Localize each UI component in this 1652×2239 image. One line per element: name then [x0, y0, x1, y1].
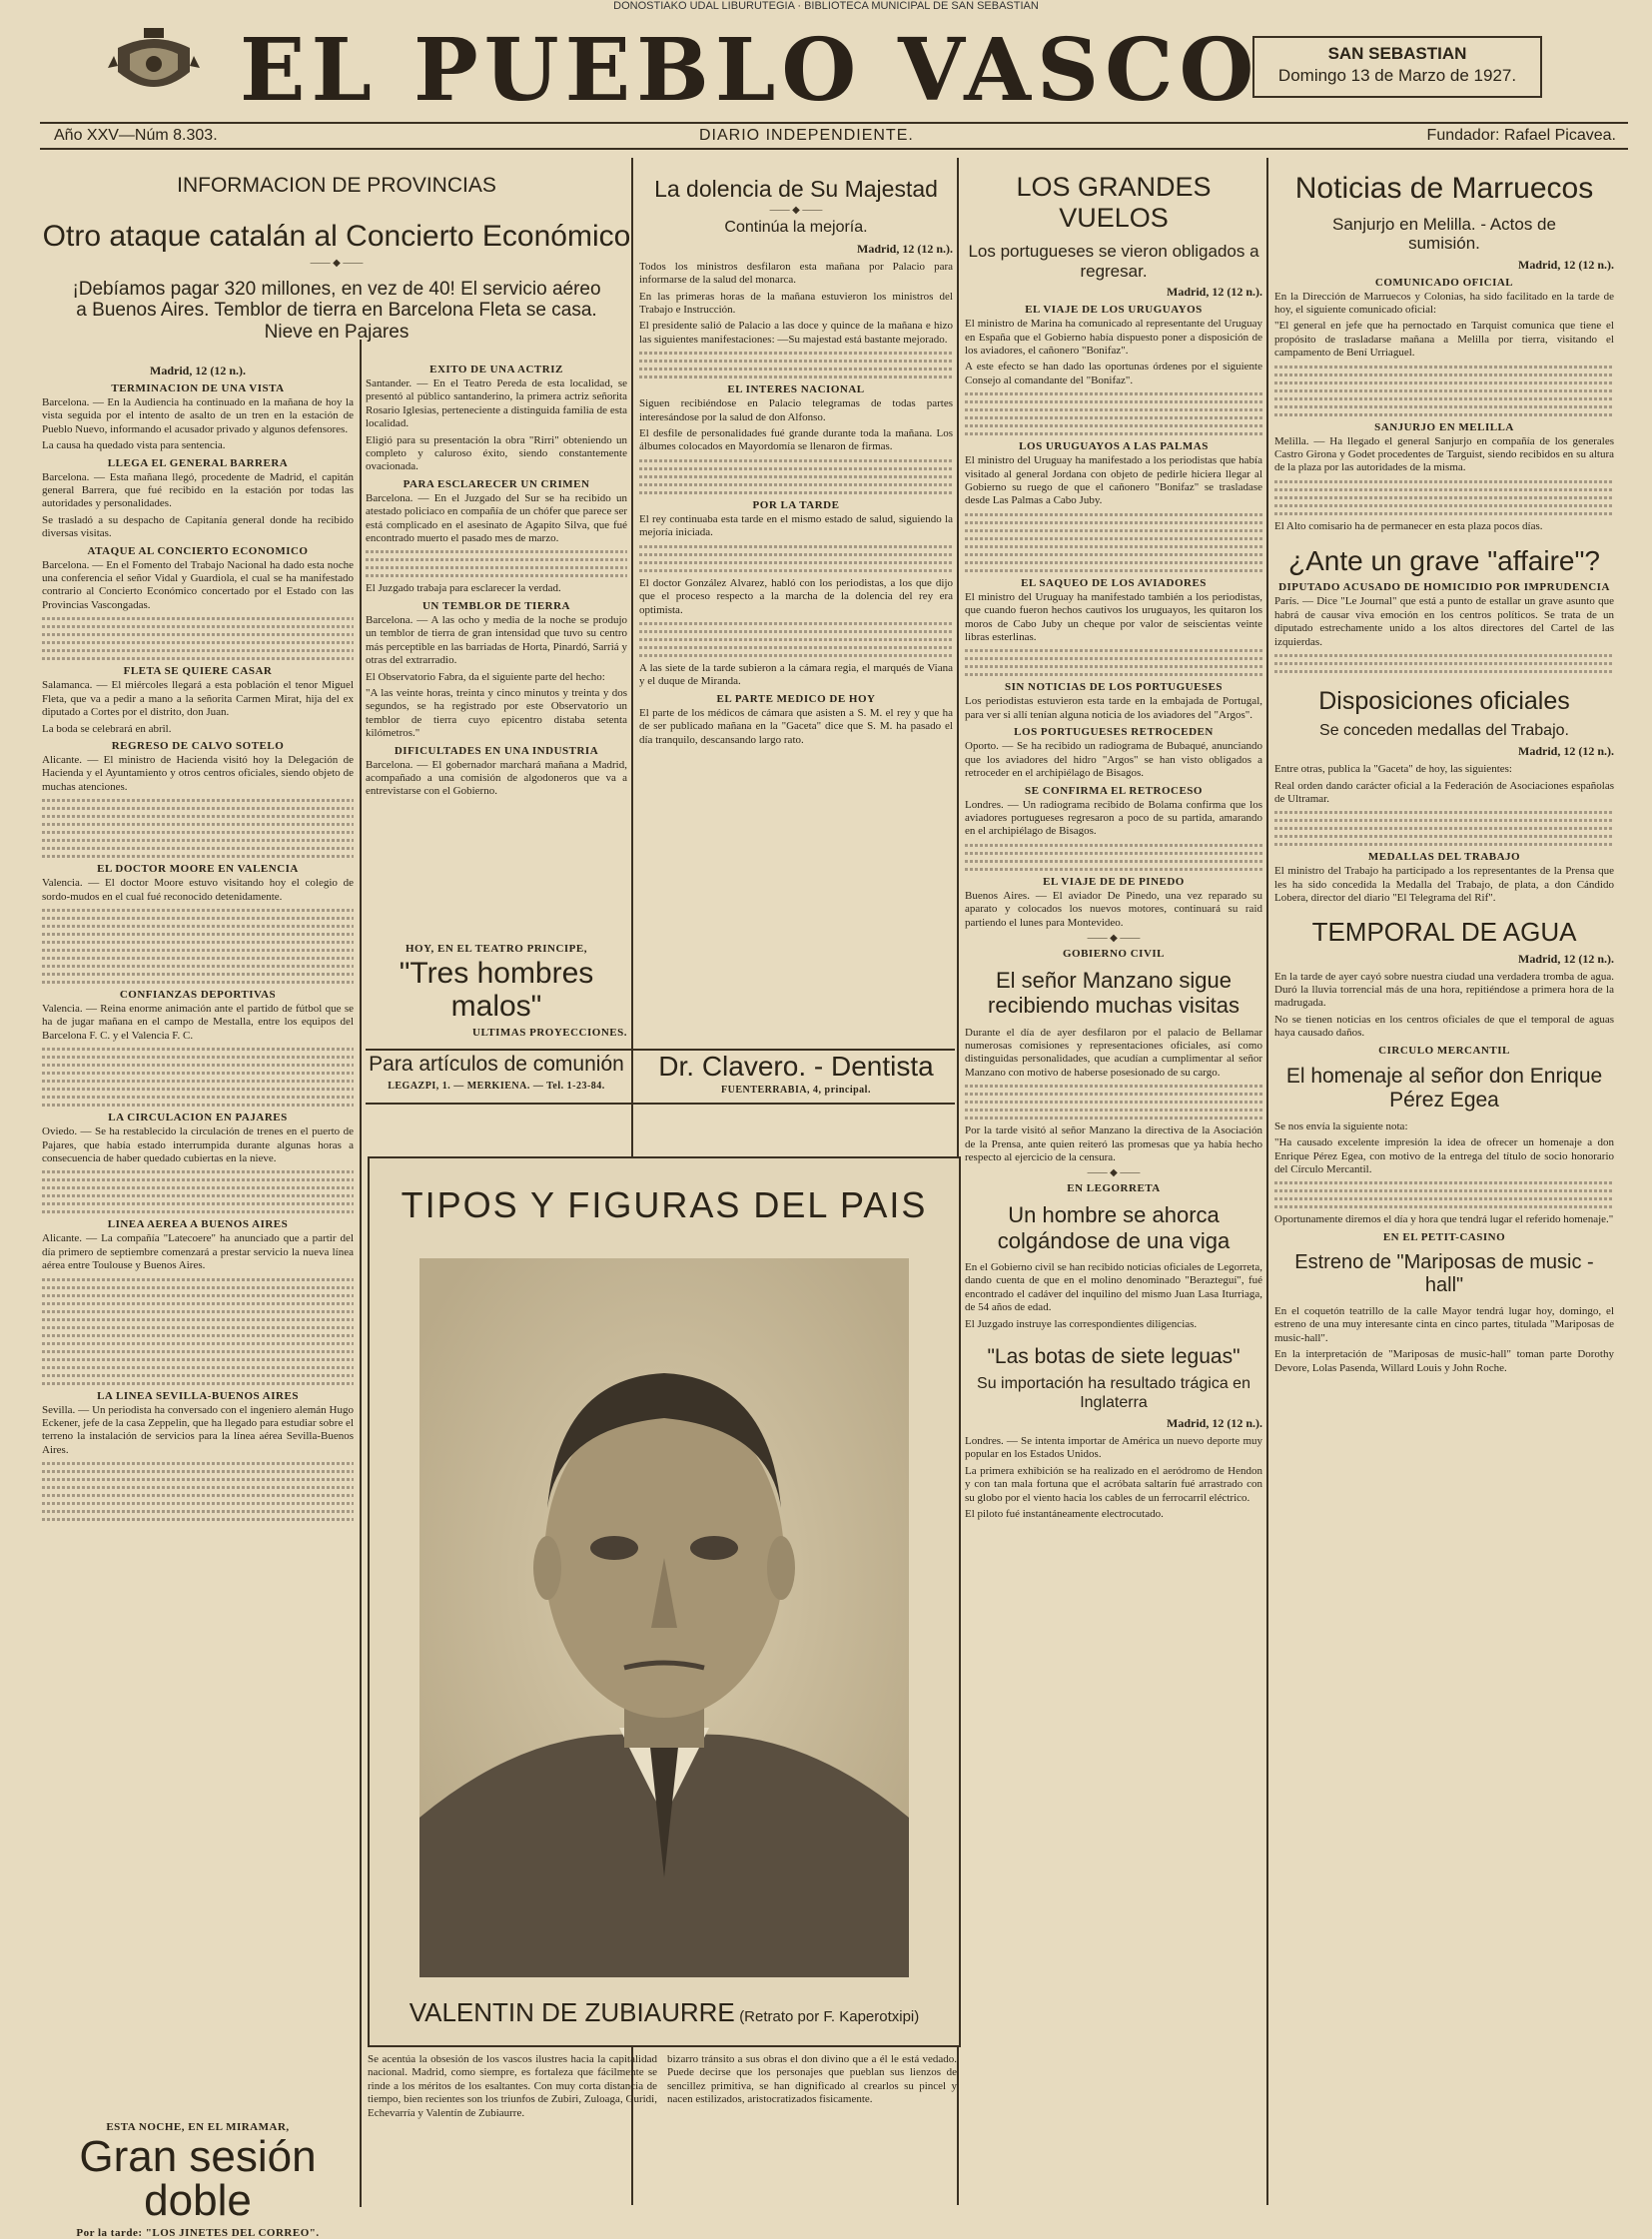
text-filler: [965, 1085, 1262, 1120]
provincias-body: [42, 360, 354, 2147]
ad-title: "Tres hombres malos": [399, 957, 594, 1023]
text-filler: [366, 550, 627, 577]
paragraph: Siguen recibiéndose en Palacio telegramas de todas partes interesándose por la salud de don Alfonso.: [639, 397, 953, 423]
subhead: FLETA SE QUIERE CASAR: [123, 665, 273, 678]
headline: Estreno de "Mariposas de music - hall": [1294, 1250, 1594, 1296]
ornament: —— ◆ ——: [1087, 1167, 1141, 1179]
paragraph: El Observatorio Fabra, da el siguiente parte del hecho:: [366, 670, 605, 683]
paragraph: El Alto comisario ha de permanecer en esta plaza pocos días.: [1274, 519, 1543, 532]
kicker: GOBIERNO CIVIL: [1062, 947, 1166, 960]
subhead: CONFIANZAS DEPORTIVAS: [119, 988, 277, 1001]
theatre-ad: [366, 939, 627, 1049]
paragraph: Alicante. — El ministro de Hacienda visitó hoy la Delegación de Hacienda y el Ayuntamiento y otros centros oficiales, siendo objeto de muchas atenciones.: [42, 753, 354, 793]
headline: Un hombre se ahorca colgándose de una viga: [997, 1202, 1231, 1253]
text-filler: [1274, 366, 1614, 416]
subhead: EL VIAJE DE DE PINEDO: [1043, 875, 1185, 888]
text-filler: [42, 1170, 354, 1213]
deck: ¡Debíamos pagar 320 millones, en vez de 40! El servicio aéreo a Buenos Aires. Temblor de tierra en Barcelona Fleta se casa. Nieve en Pajares: [72, 278, 601, 344]
ad-title: Para artículos de comunión: [369, 1053, 624, 1076]
paragraph: El ministro del Uruguay ha manifestado a los periodistas que había visitado al general Jordana con objeto de pedirle hiciera llegar al Gobierno su ruego de que el cañonero "Bonifaz" se trasladase desde Las Palmas a Cabo Juby.: [965, 454, 1262, 507]
paragraph: El piloto fué instantáneamente electrocutado.: [965, 1507, 1164, 1520]
paragraph: En la Dirección de Marruecos y Colonias, ha sido facilitado en la tarde de hoy, el siguiente comunicado oficial:: [1274, 290, 1614, 316]
paragraph: No se tienen noticias en los centros oficiales de que el temporal de aguas haya causado daños.: [1274, 1013, 1614, 1040]
paragraph: El presidente salió de Palacio a las doce y quince de la mañana e hizo las siguientes manifestaciones: —Su majestad está bastante mejorado.: [639, 320, 953, 346]
paragraph: Barcelona. — Esta mañana llegó, procedente de Madrid, el capitán general Barrera, que fué recibido en la estación por todas las autoridades y personalidades.: [42, 470, 354, 510]
subhead: LINEA AEREA A BUENOS AIRES: [107, 1218, 289, 1231]
caption-credit: (Retrato por F. Kaperotxipi): [739, 2008, 920, 2025]
subhead: EL PARTE MEDICO DE HOY: [716, 692, 876, 705]
paragraph: Salamanca. — El miércoles llegará a esta población el tenor Miguel Fleta, que va a pedir a mano a la señorita Carmen Mirat, hija del ex diputado a Cortes por el distrito, don Juan.: [42, 679, 354, 719]
subhead: SANJURJO EN MELILLA: [1374, 420, 1514, 433]
paragraph: bizarro tránsito a sus obras el don divino que a él le está vedado. Puede decirse que los personajes que pueblan sus lienzos de sencillez primitiva, se han dignificado al crearlos su pincel y nacen estilizados, aristocratizados fisicamente.: [667, 2053, 957, 2106]
subhead: LLEGA EL GENERAL BARRERA: [107, 456, 289, 469]
subhead: LA LINEA SEVILLA-BUENOS AIRES: [97, 1389, 299, 1402]
paragraph: Sevilla. — Un periodista ha conversado con el ingeniero alemán Hugo Eckener, jefe de la casa Zeppelin, que ha llegado para estudiar sobre el terreno la instalación de servicios para la línea aérea Sevilla-Buenos Aires.: [42, 1403, 354, 1456]
comunion-ad: [366, 1053, 627, 1094]
subhead: EXITO DE UNA ACTRIZ: [429, 364, 563, 375]
subhead: PARA ESCLARECER UN CRIMEN: [403, 477, 590, 490]
feature-banner: TIPOS Y FIGURAS DEL PAIS: [401, 1184, 928, 1225]
paragraph: La causa ha quedado vista para sentencia.: [42, 439, 226, 452]
ad-kicker: ESTA NOCHE, EN EL MIRAMAR,: [106, 2121, 290, 2133]
headline: TEMPORAL DE AGUA: [1311, 916, 1577, 947]
coat-of-arms-icon: [108, 26, 200, 104]
paragraph: Buenos Aires. — El aviador De Pinedo, una vez reparado su aparato y colocados los nuevos motores, continuará su raid partiendo el lunes para Montevideo.: [965, 889, 1262, 929]
paragraph: Barcelona. — El gobernador marchará mañana a Madrid, acompañado a una comisión de algodoneros que va a entrevistarse con el Gobierno.: [366, 758, 627, 798]
paragraph: La boda se celebrará en abril.: [42, 722, 172, 735]
headline: Noticias de Marruecos: [1294, 172, 1594, 205]
paragraph: Barcelona. — En el Juzgado del Sur se ha recibido un atestado policiaco en compañía de un chófer que parece ser está complicado en el asesinato de Agapito Silva, que fué encontrado muerto el pasado mes de marzo.: [366, 491, 627, 545]
deck: Su importación ha resultado trágica en Inglaterra: [977, 1375, 1250, 1411]
subhead: DIFICULTADES EN UNA INDUSTRIA: [394, 744, 599, 757]
paragraph: A las siete de la tarde subieron a la cámara regia, el marqués de Viana y el duque de Miranda.: [639, 661, 953, 688]
paragraph: Londres. — Un radiograma recibido de Bolama confirma que los aviadores portugueses regresaron a poco de su partida, amarando en el archipiélago de Bisagos.: [965, 798, 1262, 838]
subhead: SIN NOTICIAS DE LOS PORTUGUESES: [1004, 681, 1224, 694]
majestad-article: [639, 160, 953, 1039]
paragraph: Londres. — Se intenta importar de América un nuevo deporte muy popular en los Estados Unidos.: [965, 1434, 1262, 1461]
paragraph: En el coquetón teatrillo de la calle Mayor tendrá lugar hoy, domingo, el estreno de una muy interesante cinta en cinco partes, titulada "Mariposas de music-hall".: [1274, 1304, 1614, 1344]
paragraph: A este efecto se han dado las oportunas órdenes por el siguiente Consejo al comandante del "Bonifaz".: [965, 361, 1262, 386]
text-filler: [42, 799, 354, 858]
section-title: INFORMACION DE PROVINCIAS: [177, 174, 496, 197]
paragraph: Eligió para su presentación la obra "Rirri" obteniendo un completo y caluroso éxito, siendo constantemente ovacionada.: [366, 433, 627, 473]
feature-caption: [390, 1997, 939, 2028]
paragraph: Barcelona. — En el Fomento del Trabajo Nacional ha dado esta noche una conferencia el señor Vidal y Guardiola, el cual se ha manifestado contrario al Concierto Económico concertado por el Estado con las Provincias Vascongadas.: [42, 558, 354, 611]
subhead: EL SAQUEO DE LOS AVIADORES: [1021, 576, 1207, 589]
paragraph: Barcelona. — En la Audiencia ha continuado en la mañana de hoy la vista seguida por el intento de asalto de un tren en la estación de Pueblo Nuevo, informando el acusador privado y algunos defensores.: [42, 396, 354, 435]
feature-portrait-frame: [368, 1156, 961, 2047]
text-filler: [1274, 654, 1614, 673]
subhead: EL VIAJE DE LOS URUGUAYOS: [1025, 304, 1203, 317]
grandes-vuelos-column: [965, 160, 1262, 2207]
feature-body-right: [667, 2053, 957, 2203]
paragraph: Valencia. — Reina enorme animación ante el partido de fútbol que se ha de jugar mañana en el campo de Mestalla, entre los equipos del Barcelona F. C. y el Valencia F. C.: [42, 1002, 354, 1042]
subhead: SE CONFIRMA EL RETROCESO: [1025, 784, 1203, 797]
paragraph: En el Gobierno civil se han recibido noticias oficiales de Legorreta, dando cuenta de que en el molino denominado "Berazteguí", fué encontrado el cadáver del inquilino del mismo Juan Lasa Iturriaga, de 54 años de edad.: [965, 1260, 1262, 1314]
paragraph: El parte de los médicos de cámara que asisten a S. M. el rey y que ha de ser publicado mañana en la "Gaceta" dice que S. M. ha pasado el día tranquilo, descansando largo rato.: [639, 706, 953, 746]
deck: Los portugueses se vieron obligados a regresar.: [968, 242, 1259, 281]
ad-subline: ULTIMAS PROYECCIONES.: [472, 1027, 627, 1039]
issue-date: Domingo 13 de Marzo de 1927.: [1277, 66, 1517, 85]
kicker: EN LEGORRETA: [1067, 1182, 1161, 1195]
paragraph: París. — Dice "Le Journal" que está a punto de estallar un grave asunto que habrá de causar viva emoción en los centros políticos. Se trata de un diputado estrechamente unido a los altos directores del Cartel de las izquierdas.: [1274, 595, 1614, 648]
paragraph: Real orden dando carácter oficial a la Federación de Asociaciones españolas de Ultramar.: [1274, 779, 1614, 806]
issue-bar: [40, 122, 1628, 150]
paragraph: Melilla. — Ha llegado el general Sanjurjo en compañía de los generales Castro Girona y Godet procedentes de Targuist, siendo recibidos en su altura de la plaza por las autoridades de la misma.: [1274, 434, 1614, 474]
provincias-header: [42, 160, 631, 360]
column-rule: [360, 340, 362, 2207]
dateline: Madrid, 12 (12 n.).: [1167, 1415, 1262, 1430]
paragraph: Los periodistas estuvieron esta tarde en la embajada de Portugal, para ver si allí tenían alguna noticia de los aviadores del "Argos".: [965, 695, 1262, 721]
paragraph: El ministro del Trabajo ha participado a los representantes de la Prensa que les ha sido concedida la Medalla del Trabajo, de plata, a don Cándido Lobera, director del diario "El Telegrama del Rif".: [1274, 865, 1614, 905]
subhead: DIPUTADO ACUSADO DE HOMICIDIO POR IMPRUDENCIA: [1278, 581, 1610, 594]
dateline: Madrid, 12 (12 n.).: [1518, 257, 1614, 272]
subhead: TERMINACION DE UNA VISTA: [111, 382, 285, 394]
paragraph: Todos los ministros desfilaron esta mañana por Palacio para informarse de la salud del monarca.: [639, 260, 953, 287]
paragraph: Oviedo. — Se ha restablecido la circulación de trenes en el puerto de Pajares, que había estado interrumpida durante algunas horas a consecuencia de haber quedado cubiertas en la nieve.: [42, 1125, 354, 1164]
paragraph: Entre otras, publica la "Gaceta" de hoy, las siguientes:: [1274, 763, 1512, 776]
dentist-ad: [639, 1053, 953, 1098]
subhead: POR LA TARDE: [752, 498, 840, 511]
portrait-illustration: [419, 1258, 909, 1977]
text-filler: [639, 352, 953, 378]
dateline: Madrid, 12 (12 n.).: [857, 241, 953, 256]
paragraph: El Juzgado trabaja para esclarecer la verdad.: [366, 582, 561, 595]
column-2: [366, 360, 627, 929]
headline: El señor Manzano sigue recibiendo muchas visitas: [988, 967, 1239, 1019]
text-filler: [42, 1278, 354, 1385]
paragraph: Se acentúa la obsesión de los vascos ilustres hacia la capitalidad nacional. Madrid, como siempre, es fortaleza que fácilmente se rinde a los méritos de los esaltantes. Con muy corta distancia de tiempo, bien recientes son los triunfos de Zubiri, Zuloaga, Guridi, Echevarría y Valentín de Zubiaurre.: [368, 2053, 657, 2119]
subhead: EL INTERES NACIONAL: [727, 383, 865, 396]
subhead: MEDALLAS DEL TRABAJO: [1367, 851, 1521, 864]
paragraph: El desfile de personalidades fué grande durante toda la mañana. Los álbumes colocados en Mayordomía se llenaron de firmas.: [639, 427, 953, 453]
subhead: UN TEMBLOR DE TIERRA: [421, 599, 571, 612]
headline: Disposiciones oficiales: [1318, 687, 1570, 716]
paragraph: El ministro de Marina ha comunicado al representante del Uruguay en España que el Gobierno había dispuesto poner a disposición de los aviadores, el cañonero "Bonifaz".: [965, 318, 1262, 357]
text-filler: [42, 1462, 354, 1521]
text-filler: [965, 513, 1262, 572]
headline: "Las botas de siete leguas": [987, 1345, 1240, 1368]
city: SAN SEBASTIAN: [1327, 44, 1467, 63]
newspaper-title: EL PUEBLO VASCO: [240, 20, 1260, 121]
marruecos-column: [1274, 160, 1614, 2207]
paragraph: En las primeras horas de la mañana estuvieron los ministros del Trabajo e Instrucción.: [639, 290, 953, 317]
headline: ¿Ante un grave "affaire"?: [1288, 545, 1600, 577]
paragraph: Santander. — En el Teatro Pereda de esta localidad, se presentó al público santanderino, la primera actriz señorita Rosario Iglesias, perteneciente a distinguida familia de esta localidad.: [366, 377, 627, 430]
headline: LOS GRANDES VUELOS: [1016, 172, 1212, 234]
paragraph: "El general en jefe que ha pernoctado en Tarquist comunica que tiene el propósito de trasladarse mañana a Melilla por tierra, visitando el campamento de Bení Urriaguel.: [1274, 320, 1614, 360]
ad-title: Dr. Clavero. - Dentista: [658, 1051, 934, 1082]
paragraph: El Juzgado instruye las correspondientes diligencias.: [965, 1317, 1198, 1330]
paragraph: En la interpretación de "Mariposas de music-hall" toman parte Dorothy Devore, Lolas Pasenda, Willard Louis y John Roche.: [1274, 1348, 1614, 1374]
text-filler: [1274, 480, 1614, 515]
paragraph: Oporto. — Se ha recibido un radiograma de Bubaqué, anunciando que los aviadores del hidro "Argos" se han visto obligados a retroceder en el archipiélago de Bisagos.: [965, 740, 1262, 780]
column-rule: [1266, 158, 1268, 2205]
ad-subline: Por la tarde: "LOS JINETES DEL CORREO".: [76, 2227, 320, 2239]
date-box: [1252, 36, 1542, 98]
paragraph: Se nos envía la siguiente nota:: [1274, 1120, 1408, 1132]
paragraph: Valencia. — El doctor Moore estuvo visitando hoy el colegio de sordo-mudos en el cual fué reconocido detenidamente.: [42, 877, 354, 903]
headline: La dolencia de Su Majestad: [654, 176, 938, 202]
dateline: Madrid, 12 (12 n.).: [1167, 285, 1262, 300]
miramar-ad: [42, 2117, 354, 2239]
text-filler: [1274, 811, 1614, 846]
text-filler: [965, 844, 1262, 871]
paragraph: En la tarde de ayer cayó sobre nuestra ciudad una verdadera tromba de agua. Duró la lluvia torrencial más de una hora, repitiéndose a primera hora de la madrugada.: [1274, 970, 1614, 1010]
paragraph: "Ha causado excelente impresión la idea de ofrecer un homenaje a don Enrique Pérez Egea, con motivo de la entrega del título de socio honorario del Círculo Mercantil.: [1274, 1136, 1614, 1176]
text-filler: [42, 909, 354, 984]
text-filler: [639, 459, 953, 494]
headline: El homenaje al señor don Enrique Pérez Egea: [1285, 1064, 1603, 1112]
dateline: Madrid, 12 (12 n.).: [1518, 951, 1614, 966]
kicker: CIRCULO MERCANTIL: [1378, 1044, 1510, 1057]
text-filler: [1274, 1181, 1614, 1208]
paragraph: Oportunamente diremos el día y hora que tendrá lugar el referido homenaje.": [1274, 1213, 1614, 1226]
subhead: LOS PORTUGUESES RETROCEDEN: [1014, 726, 1214, 739]
caption-name: VALENTIN DE ZUBIAURRE: [409, 1997, 735, 2027]
tagline: DIARIO INDEPENDIENTE.: [699, 127, 914, 144]
dateline: Madrid, 12 (12 n.).: [1518, 744, 1614, 759]
text-filler: [42, 1048, 354, 1107]
subhead: EL DOCTOR MOORE EN VALENCIA: [97, 863, 299, 876]
deck: Se conceden medallas del Trabajo.: [1319, 721, 1569, 739]
issue-number: Año XXV—Núm 8.303.: [54, 127, 218, 144]
founder: Fundador: Rafael Picavea.: [1426, 127, 1616, 144]
ad-subline: FUENTERRABIA, 4, principal.: [721, 1085, 871, 1096]
paragraph: Alicante. — La compañía "Latecoere" ha anunciado que a partir del día primero de septiembre comenzará a prestar servicio la nueva línea aérea entre Toulouse y Buenos Aires.: [42, 1232, 354, 1272]
ad-subline: LEGAZPI, 1. — MERKIENA. — Tel. 1-23-84.: [388, 1081, 605, 1092]
paragraph: El rey continuaba esta tarde en el mismo estado de salud, siguiendo la mejoría iniciada.: [639, 512, 953, 539]
text-filler: [42, 617, 354, 660]
headline: Otro ataque catalán al Concierto Económico: [42, 220, 631, 253]
subhead: LA CIRCULACION EN PAJARES: [108, 1112, 288, 1124]
ornament: —— ◆ ——: [1087, 932, 1141, 944]
text-filler: [639, 545, 953, 572]
deck: Continúa la mejoría.: [724, 219, 868, 237]
dateline: Madrid, 12 (12 n.).: [150, 364, 246, 377]
subhead: LOS URUGUAYOS A LAS PALMAS: [1019, 440, 1209, 453]
paragraph: El doctor González Alvarez, habló con los periodistas, a los que dijo que el proceso respecto a la marcha de la dolencia del rey era optimista.: [639, 576, 953, 616]
paragraph: Barcelona. — A las ocho y media de la noche se produjo un temblor de tierra de gran intensidad que tuvo su centro más perceptible en las barriadas de Horta, Pinardó, Sarriá y otras del extrarradio.: [366, 613, 627, 667]
text-filler: [965, 649, 1262, 676]
paragraph: Por la tarde visitó al señor Manzano la directiva de la Asociación de la Prensa, ante quien reiteró las promesas que ya había hecho respecto al ejercicio de la censura.: [965, 1124, 1262, 1163]
library-credit: DONOSTIAKO UDAL LIBURUTEGIA · BIBLIOTECA MUNICIPAL DE SAN SEBASTIAN: [613, 0, 1039, 12]
ad-headline: Gran sesión doble: [79, 2132, 317, 2225]
ornament: —— ◆ ——: [310, 257, 364, 269]
paragraph: La primera exhibición se ha realizado en el aeródromo de Hendon y con tan mala fortuna que el acróbata saltarín fué arrastrado con su globo por el viento hacia los cables de un ferrocarril eléctrico.: [965, 1464, 1262, 1504]
ad-kicker: HOY, EN EL TEATRO PRINCIPE,: [405, 943, 587, 955]
paragraph: Durante el día de ayer desfilaron por el palacio de Bellamar numerosas comisiones y representaciones oficiales, así como distinguidas personalidades, que acudían a cumplimentar al señor Manzano con motivo de haberse posesionado de su cargo.: [965, 1026, 1262, 1079]
feature-body-left: [368, 2053, 657, 2203]
kicker: EN EL PETIT-CASINO: [1382, 1230, 1506, 1243]
text-filler: [639, 622, 953, 657]
subhead: ATAQUE AL CONCIERTO ECONOMICO: [87, 544, 309, 557]
text-filler: [965, 392, 1262, 435]
subhead: REGRESO DE CALVO SOTELO: [111, 739, 285, 752]
ornament: —— ◆ ——: [769, 205, 823, 217]
paragraph: El ministro del Uruguay ha manifestado también a los periodistas, que cuando fueron hechos cautivos los uruguayos, les quitaron los moros de Cabo Juby un cheque por valor de seiscientas veinte libras esterlinas.: [965, 590, 1262, 644]
paragraph: Se trasladó a su despacho de Capitanía general donde ha recibido diversas visitas.: [42, 513, 354, 540]
paragraph: "A las veinte horas, treinta y cinco minutos y treinta y dos segundos, se ha registrado por este Observatorio un temblor de tierra cuyo epicentro distaba setenta kilómetros.": [366, 686, 627, 740]
deck: Sanjurjo en Melilla. - Actos de sumisión.: [1332, 214, 1556, 254]
subhead: COMUNICADO OFICIAL: [1374, 276, 1514, 289]
